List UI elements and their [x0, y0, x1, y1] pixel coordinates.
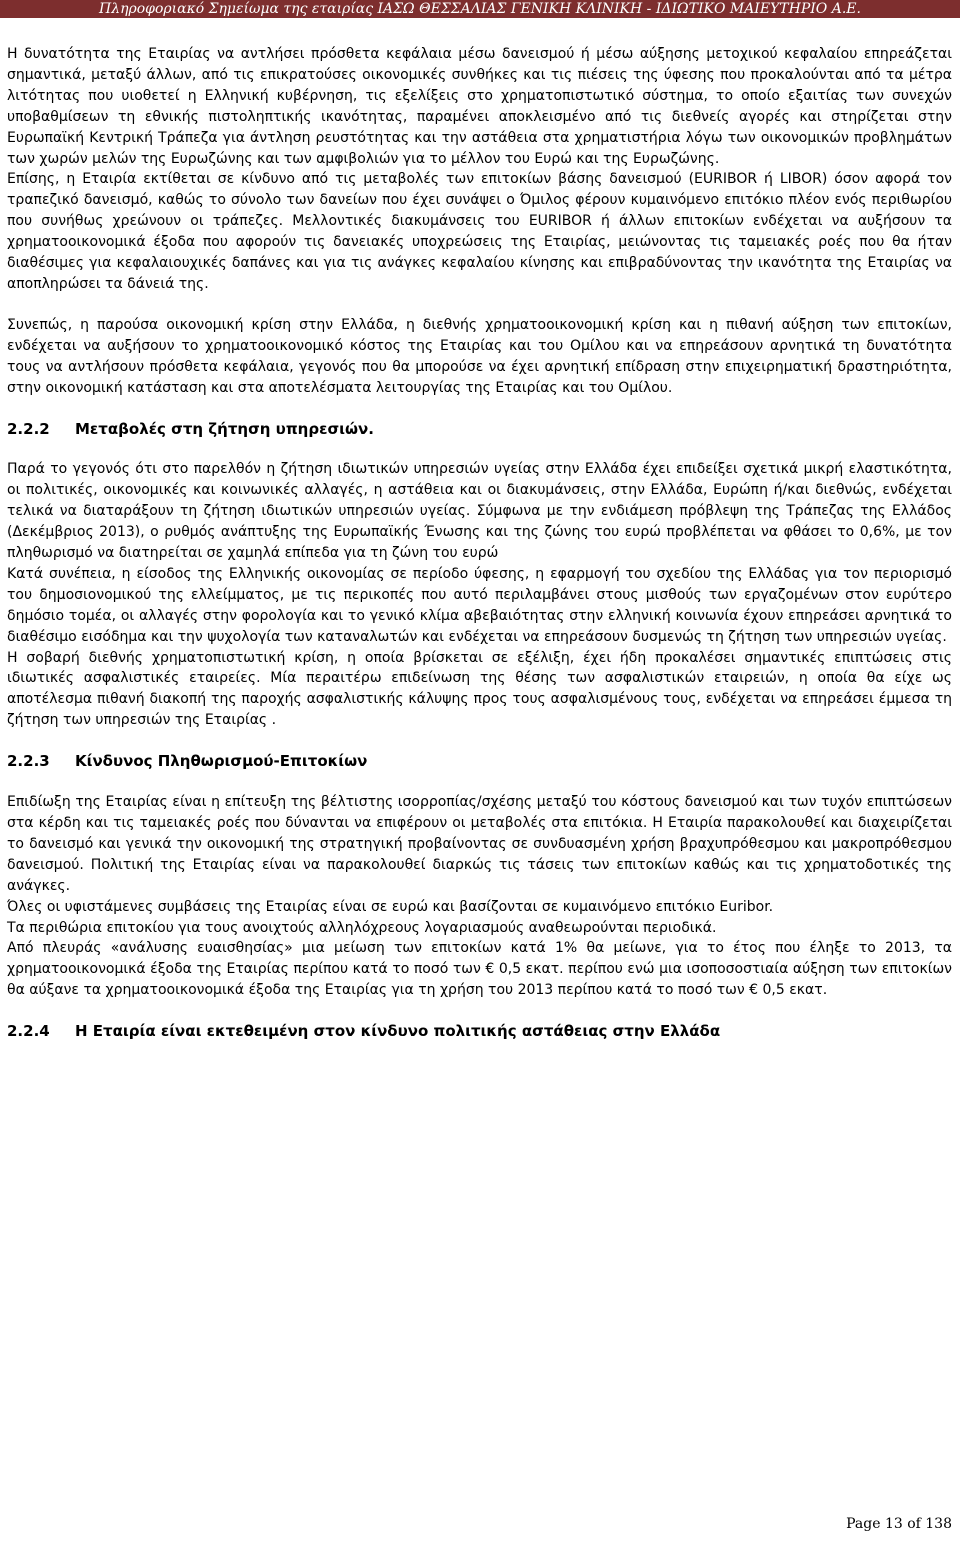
- section-number: 2.2.3: [7, 752, 50, 771]
- document-body: [7, 44, 952, 1062]
- paragraph: Επιδίωξη της Εταιρίας είναι η επίτευξη της βέλτιστης ισορροπίας/σχέσης μεταξύ του κόστους δανεισμού και των τυχόν επιπτώσεων στα κέρδη και τις ταμειακές ροές που δύνανται να επιφέρουν οι μεταβολές στα επιτόκια. Η Εταιρία παρακολουθεί και διαχειρίζεται το δανεισμό και γενικά την οικονομική της στρατηγική προβαίνοντας σε συνδυασμένη χρήση βραχυπρόθεσμου και μακροπρόθεσμου δανεισμού. Πολιτική της Εταιρίας είναι να παρακολουθεί διαρκώς τις τάσεις των επιτοκίων καθώς και τις χρηματοδοτικές της ανάγκες.: [7, 794, 952, 894]
- page-number: Page 13 of 138: [846, 1516, 952, 1532]
- section-title: Κίνδυνος Πληθωρισμού-Επιτοκίων: [75, 752, 368, 771]
- section-number: 2.2.2: [7, 419, 50, 438]
- paragraph: Επίσης, η Εταιρία εκτίθεται σε κίνδυνο από τις μεταβολές των επιτοκίων βάσης δανεισμού (EURIBOR ή LIBOR) όσον αφορά τον τραπεζικό δανεισμό, καθώς το σύνολο των δανείων που έχει συνάψει ο Όμιλος φέρουν κυμαινόμενο επιτόκιο πλέον ενός περιθωρίου που συνήθως χρεώνουν οι τράπεζες. Μελλοντικές διακυμάνσεις του EURIBOR ή άλλων επιτοκίων ενδέχεται να αυξήσουν τα χρηματοοικονομικά έξοδα που αφορούν τις δανειακές υποχρεώσεις της Εταιρίας, μειώνοντας τις ταμειακές ροές που θα ήταν διαθέσιμες για κεφαλαιουχικές δαπάνες και για τις ανάγκες κεφαλαίου κίνησης και επιβραδύνοντας την ικανότητα της Εταιρίας να αποπληρώσει τα δάνειά της.: [7, 171, 952, 292]
- paragraph: Η δυνατότητα της Εταιρίας να αντλήσει πρόσθετα κεφάλαια μέσω δανεισμού ή μέσω αύξησης μετοχικού κεφαλαίου επηρεάζεται σημαντικά, μεταξύ άλλων, από τις επικρατούσες οικονομικές συνθήκες και τις πιέσεις της ύφεσης που προκαλούνται από τα μέτρα λιτότητας που υιοθετεί η Ελληνική κυβέρνηση, τις εξελίξεις στο χρηματοπιστωτικό σύστημα, το οποίο εξαιτίας των συνεχών υποβαθμίσεων τη εθνικής πιστοληπτικής ικανότητας, παραμένει αποκλεισμένο από τις διεθνείς αγορές και στηρίζεται στην Ευρωπαϊκή Κεντρική Τράπεζα για άντληση ρευστότητας και την αστάθεια στα χρηματιστήρια λόγω των οικονομικών προβλημάτων των χωρών μελών της Ευρωζώνης και των αμφιβολιών για το μέλλον του Ευρώ και της Ευρωζώνης.: [7, 46, 952, 167]
- paragraph: Η σοβαρή διεθνής χρηματοπιστωτική κρίση, η οποία βρίσκεται σε εξέλιξη, έχει ήδη προκαλέσει σημαντικές επιπτώσεις στις ιδιωτικές ασφαλιστικές εταιρείες. Μία περαιτέρω επιδείνωση της θέσης των ασφαλιστικών εταιρειών, η οποία θα είχε ως αποτέλεσμα πιθανή διακοπή της παροχής ασφαλιστικής κάλυψης προς τους ασφαλισμένους τους, ενδέχεται να επηρεάσει έμμεσα τη ζήτηση των υπηρεσιών της Εταιρίας .: [7, 649, 952, 729]
- paragraph: Όλες οι υφιστάμενες συμβάσεις της Εταιρίας είναι σε ευρώ και βασίζονται σε κυμαινόμενο επιτόκιο Euribor.: [7, 898, 774, 915]
- section-heading-2-2-4: [7, 1021, 952, 1042]
- section-title: Μεταβολές στη ζήτηση υπηρεσιών.: [75, 419, 374, 438]
- section-heading-2-2-3: [7, 751, 952, 772]
- running-header-title: Πληροφοριακό Σημείωμα της εταιρίας ΙΑΣΩ ΘΕΣΣΑΛΙΑΣ ΓΕΝΙΚΗ ΚΛΙΝΙΚΗ - ΙΔΙΩΤΙΚΟ ΜΑΙΕΥΤΗΡΙΟ Α.Ε.: [99, 1, 861, 17]
- running-header: [0, 0, 960, 18]
- section-number: 2.2.4: [7, 1022, 50, 1041]
- section-title: Η Εταιρία είναι εκτεθειμένη στον κίνδυνο πολιτικής αστάθειας στην Ελλάδα: [75, 1022, 721, 1041]
- paragraph: Τα περιθώρια επιτοκίου για τους ανοιχτούς αλληλόχρεους λογαριασμούς αναθεωρούνται περιοδικά.: [7, 919, 717, 936]
- paragraph: Συνεπώς, η παρούσα οικονομική κρίση στην Ελλάδα, η διεθνής χρηματοοικονομική κρίση και η πιθανή αύξηση των επιτοκίων, ενδέχεται να αυξήσουν το χρηματοοικονομικό κόστος της Εταιρίας και του Ομίλου και να επηρεάσουν αρνητικά τη δυνατότητα τους να αντλήσουν πρόσθετα κεφάλαια, γεγονός που θα μπορούσε να έχει αρνητική επίδραση στην επιχειρηματική δραστηριότητα, στην οικονομική κατάσταση και στα αποτελέσματα λειτουργίας της Εταιρίας και του Ομίλου.: [7, 316, 952, 396]
- section-heading-2-2-2: [7, 419, 952, 440]
- paragraph: Παρά το γεγονός ότι στο παρελθόν η ζήτηση ιδιωτικών υπηρεσιών υγείας στην Ελλάδα έχει επιδείξει σχετικά μικρή ελαστικότητα, οι πολιτικές, οικονομικές και κοινωνικές αλλαγές, η αστάθεια και οι διακυμάνσεις, στην Ελλάδα, Ευρώπη ή/και διεθνώς, ενδέχεται τελικά να διαταράξουν τη ζήτηση ιδιωτικών υπηρεσιών υγείας. Σύμφωνα με την ενδιάμεση πρόβλεψη της Τράπεζας της Ελλάδος (Δεκέμβριος 2013), ο ρυθμός ανάπτυξης της Ευρωπαϊκής Ένωσης και της ζώνης του ευρώ προβλέπεται να φθάσει το 0,6%, με τον πληθωρισμό να διατηρείται σε χαμηλά επίπεδα για τη ζώνη του ευρώ: [7, 461, 952, 562]
- paragraph: Από πλευράς «ανάλυσης ευαισθησίας» μια μείωση των επιτοκίων κατά 1% θα μείωνε, για το έτος που έληξε το 2013, τα χρηματοοικονομικά έξοδα της Εταιρίας περίπου κατά το ποσό των € 0,5 εκατ. περίπου ενώ μια ισοποσοστιαία αύξηση των επιτοκίων θα αύξανε τα χρηματοοικονομικά έξοδα της Εταιρίας για τη χρήση του 2013 περίπου κατά το ποσό των € 0,5 εκατ.: [7, 940, 952, 999]
- paragraph: Κατά συνέπεια, η είσοδος της Ελληνικής οικονομίας σε περίοδο ύφεσης, η εφαρμογή του σχεδίου της Ελλάδας για τον περιορισμό του δημοσιονομικού της ελλείμματος, με τις περικοπές που αυτό περιλαμβάνει στους μισθούς των εργαζομένων στον ευρύτερο δημόσιο τομέα, οι αλλαγές στην φορολογία και το γενικό κλίμα αβεβαιότητας στην ελληνική κοινωνία έχουν επηρεάσει αρνητικά το διαθέσιμο εισόδημα και την ψυχολογία των καταναλωτών και ενδέχεται να επηρεάσουν δυσμενώς τη ζήτηση των υπηρεσιών υγείας.: [7, 565, 952, 645]
